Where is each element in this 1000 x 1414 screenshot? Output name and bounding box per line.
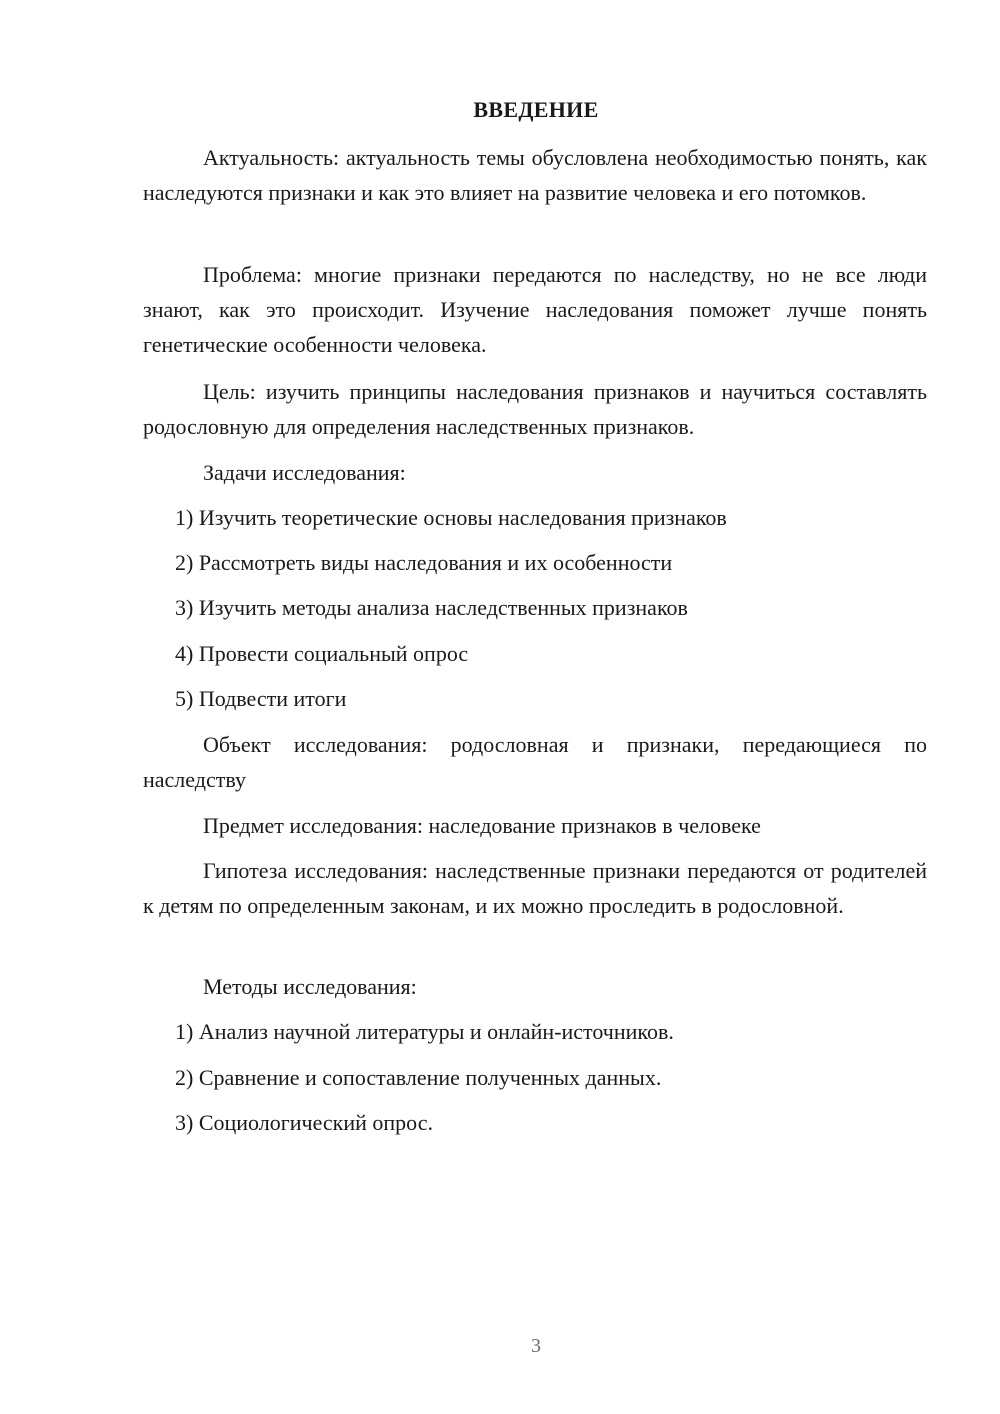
methods-list bbox=[143, 1105, 927, 1140]
tasks-list bbox=[143, 590, 927, 625]
list-item: 1) Анализ научной литературы и онлайн-источников. bbox=[175, 1019, 674, 1044]
tasks-list bbox=[143, 545, 927, 580]
hypothesis-paragraph: Гипотеза исследования: наследственные признаки передаются от родителей к детям по определенным законам, и их можно проследить в родословной. bbox=[143, 858, 927, 918]
list-item: 5) Подвести итоги bbox=[175, 686, 347, 711]
body-text-block bbox=[143, 374, 927, 444]
methods-heading: Методы исследования: bbox=[203, 974, 417, 999]
subject-paragraph: Предмет исследования: наследование признаков в человеке bbox=[203, 813, 761, 838]
body-text-block bbox=[143, 727, 927, 797]
list-item: 2) Сравнение и сопоставление полученных данных. bbox=[175, 1065, 662, 1090]
body-text-block bbox=[143, 257, 927, 362]
methods-list bbox=[143, 1060, 927, 1095]
goal-paragraph: Цель: изучить принципы наследования признаков и научиться составлять родословную для определения наследственных признаков. bbox=[143, 379, 927, 439]
tasks-heading: Задачи исследования: bbox=[203, 460, 406, 485]
body-text-block bbox=[143, 808, 927, 843]
methods-list bbox=[143, 1014, 927, 1049]
list-item: 3) Социологический опрос. bbox=[175, 1110, 433, 1135]
tasks-list bbox=[143, 681, 927, 716]
problem-paragraph: Проблема: многие признаки передаются по наследству, но не все люди знают, как это происходит. Изучение наследования поможет лучше понять генетические особенности человека. bbox=[143, 262, 927, 357]
list-item: 3) Изучить методы анализа наследственных признаков bbox=[175, 595, 688, 620]
list-item: 2) Рассмотреть виды наследования и их особенности bbox=[175, 550, 673, 575]
body-text-block bbox=[143, 853, 927, 923]
page-number: 3 bbox=[531, 1335, 541, 1357]
tasks-list bbox=[143, 500, 927, 535]
tasks-list bbox=[143, 636, 927, 671]
relevance-paragraph: Актуальность: актуальность темы обусловлена необходимостью понять, как наследуются признаки и как это влияет на развитие человека и его потомков. bbox=[143, 145, 927, 205]
object-paragraph: Объект исследования: родословная и признаки, передающиеся по наследству bbox=[143, 732, 927, 792]
list-item: 1) Изучить теоретические основы наследования признаков bbox=[175, 505, 727, 530]
body-text-block bbox=[143, 140, 927, 210]
section-heading: ВВЕДЕНИЕ bbox=[473, 97, 599, 122]
body-text-block bbox=[143, 969, 927, 1004]
list-item: 4) Провести социальный опрос bbox=[175, 641, 469, 666]
body-text-block bbox=[143, 455, 927, 490]
